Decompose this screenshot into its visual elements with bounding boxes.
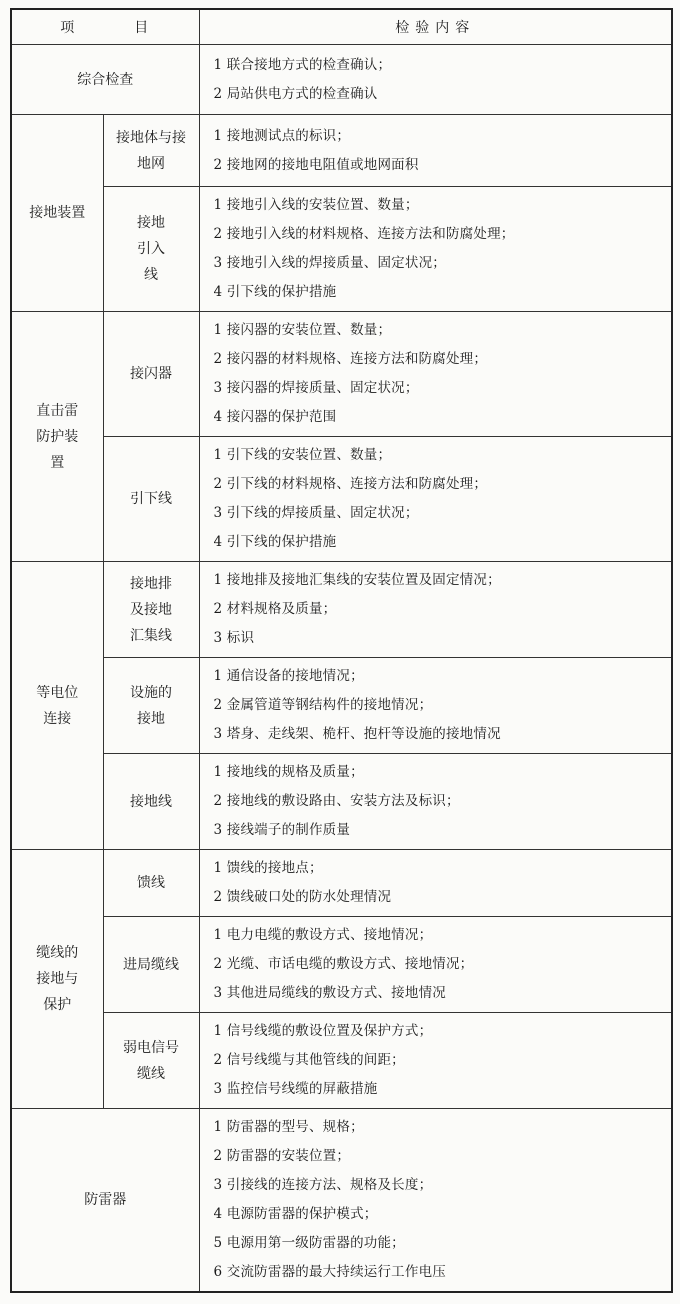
- content-cell: [199, 1013, 672, 1109]
- content-cell: [199, 115, 672, 187]
- inspection-item: 6 交流防雷器的最大持续运行工作电压: [213, 1264, 446, 1280]
- inspection-item: 2 信号线缆与其他管线的间距；: [213, 1052, 405, 1068]
- inspection-item: 1 信号线缆的敷设位置及保护方式；: [213, 1023, 433, 1039]
- content-cell: [199, 1109, 672, 1293]
- inspection-item: 2 局站供电方式的检查确认: [213, 85, 378, 102]
- table-row: [11, 115, 672, 187]
- inspection-item: 1 电力电缆的敷设方式、接地情况；: [213, 927, 433, 943]
- table-row: [11, 312, 672, 437]
- header-item: 项 目: [11, 9, 199, 45]
- inspection-item: 1 接地线的规格及质量；: [213, 764, 364, 780]
- content-cell: [199, 312, 672, 437]
- category-cell: 缆线的 接地与 保护: [11, 850, 103, 1109]
- inspection-table: [10, 8, 673, 1293]
- subcategory-cell: 引下线: [103, 437, 199, 562]
- inspection-item: 3 接线端子的制作质量: [213, 822, 351, 838]
- inspection-item: 3 引下线的焊接质量、固定状况；: [213, 505, 419, 521]
- inspection-item: 4 接闪器的保护范围: [213, 409, 337, 425]
- content-cell: [199, 562, 672, 658]
- header-row: [11, 9, 672, 45]
- subcategory-cell: 接地体与接 地网: [103, 115, 199, 187]
- content-cell: [199, 754, 672, 850]
- content-cell: [199, 658, 672, 754]
- table-body: [11, 45, 672, 1293]
- table-row: [11, 1013, 672, 1109]
- inspection-item: 1 接闪器的安装位置、数量；: [213, 322, 392, 338]
- table-row: [11, 437, 672, 562]
- inspection-item: 3 监控信号线缆的屏蔽措施: [213, 1081, 378, 1097]
- category-cell: 接地装置: [11, 115, 103, 312]
- inspection-item: 4 电源防雷器的保护模式；: [213, 1206, 378, 1222]
- inspection-item: 3 标识: [213, 630, 255, 646]
- subcategory-cell: 接地 引入 线: [103, 187, 199, 312]
- table-row: [11, 187, 672, 312]
- inspection-item: 2 材料规格及质量；: [213, 601, 337, 617]
- content-cell: [199, 437, 672, 562]
- inspection-item: 2 引下线的材料规格、连接方法和防腐处理；: [213, 476, 488, 492]
- inspection-item: 5 电源用第一级防雷器的功能；: [213, 1235, 405, 1251]
- inspection-item: 1 防雷器的型号、规格；: [213, 1119, 364, 1135]
- inspection-item: 3 塔身、走线架、桅杆、抱杆等设施的接地情况: [213, 726, 501, 742]
- header-content: 检验内容: [199, 9, 672, 45]
- table-row: [11, 917, 672, 1013]
- inspection-item: 2 光缆、市话电缆的敷设方式、接地情况；: [213, 956, 474, 972]
- content-cell: [199, 917, 672, 1013]
- inspection-item: 3 接地引入线的焊接质量、固定状况；: [213, 255, 446, 271]
- content-cell: [199, 187, 672, 312]
- table-row: [11, 1109, 672, 1293]
- category-cell: 等电位 连接: [11, 562, 103, 850]
- subcategory-cell: 接地排 及接地 汇集线: [103, 562, 199, 658]
- inspection-item: 2 金属管道等钢结构件的接地情况；: [213, 697, 433, 713]
- inspection-item: 4 引下线的保护措施: [213, 284, 337, 300]
- category-cell: 直击雷 防护装 置: [11, 312, 103, 562]
- subcategory-cell: 进局缆线: [103, 917, 199, 1013]
- subcategory-cell: 接地线: [103, 754, 199, 850]
- inspection-item: 2 接地引入线的材料规格、连接方法和防腐处理；: [213, 226, 515, 242]
- inspection-item: 3 接闪器的焊接质量、固定状况；: [213, 380, 419, 396]
- inspection-item: 1 馈线的接地点；: [213, 860, 323, 876]
- content-cell: [199, 850, 672, 917]
- category-cell: 防雷器: [11, 1109, 199, 1293]
- inspection-item: 3 引接线的连接方法、规格及长度；: [213, 1177, 433, 1193]
- subcategory-cell: 设施的 接地: [103, 658, 199, 754]
- subcategory-cell: 接闪器: [103, 312, 199, 437]
- content-cell: [199, 45, 672, 115]
- table-row: [11, 45, 672, 115]
- subcategory-cell: 弱电信号 缆线: [103, 1013, 199, 1109]
- table-row: [11, 658, 672, 754]
- inspection-item: 2 接地线的敷设路由、安装方法及标识；: [213, 793, 460, 809]
- inspection-item: 2 接地网的接地电阻值或地网面积: [213, 156, 419, 173]
- inspection-item: 1 引下线的安装位置、数量；: [213, 447, 392, 463]
- category-cell: 综合检查: [11, 45, 199, 115]
- inspection-item: 2 馈线破口处的防水处理情况: [213, 889, 392, 905]
- inspection-item: 3 其他进局缆线的敷设方式、接地情况: [213, 985, 446, 1001]
- table-row: [11, 850, 672, 917]
- inspection-item: 1 联合接地方式的检查确认；: [213, 56, 392, 73]
- inspection-item: 1 接地测试点的标识；: [213, 127, 351, 144]
- inspection-item: 2 接闪器的材料规格、连接方法和防腐处理；: [213, 351, 488, 367]
- table-row: [11, 562, 672, 658]
- subcategory-cell: 馈线: [103, 850, 199, 917]
- table-row: [11, 754, 672, 850]
- inspection-item: 1 接地排及接地汇集线的安装位置及固定情况；: [213, 572, 501, 588]
- inspection-item: 4 引下线的保护措施: [213, 534, 337, 550]
- inspection-item: 1 通信设备的接地情况；: [213, 668, 364, 684]
- inspection-item: 1 接地引入线的安装位置、数量；: [213, 197, 419, 213]
- inspection-item: 2 防雷器的安装位置；: [213, 1148, 351, 1164]
